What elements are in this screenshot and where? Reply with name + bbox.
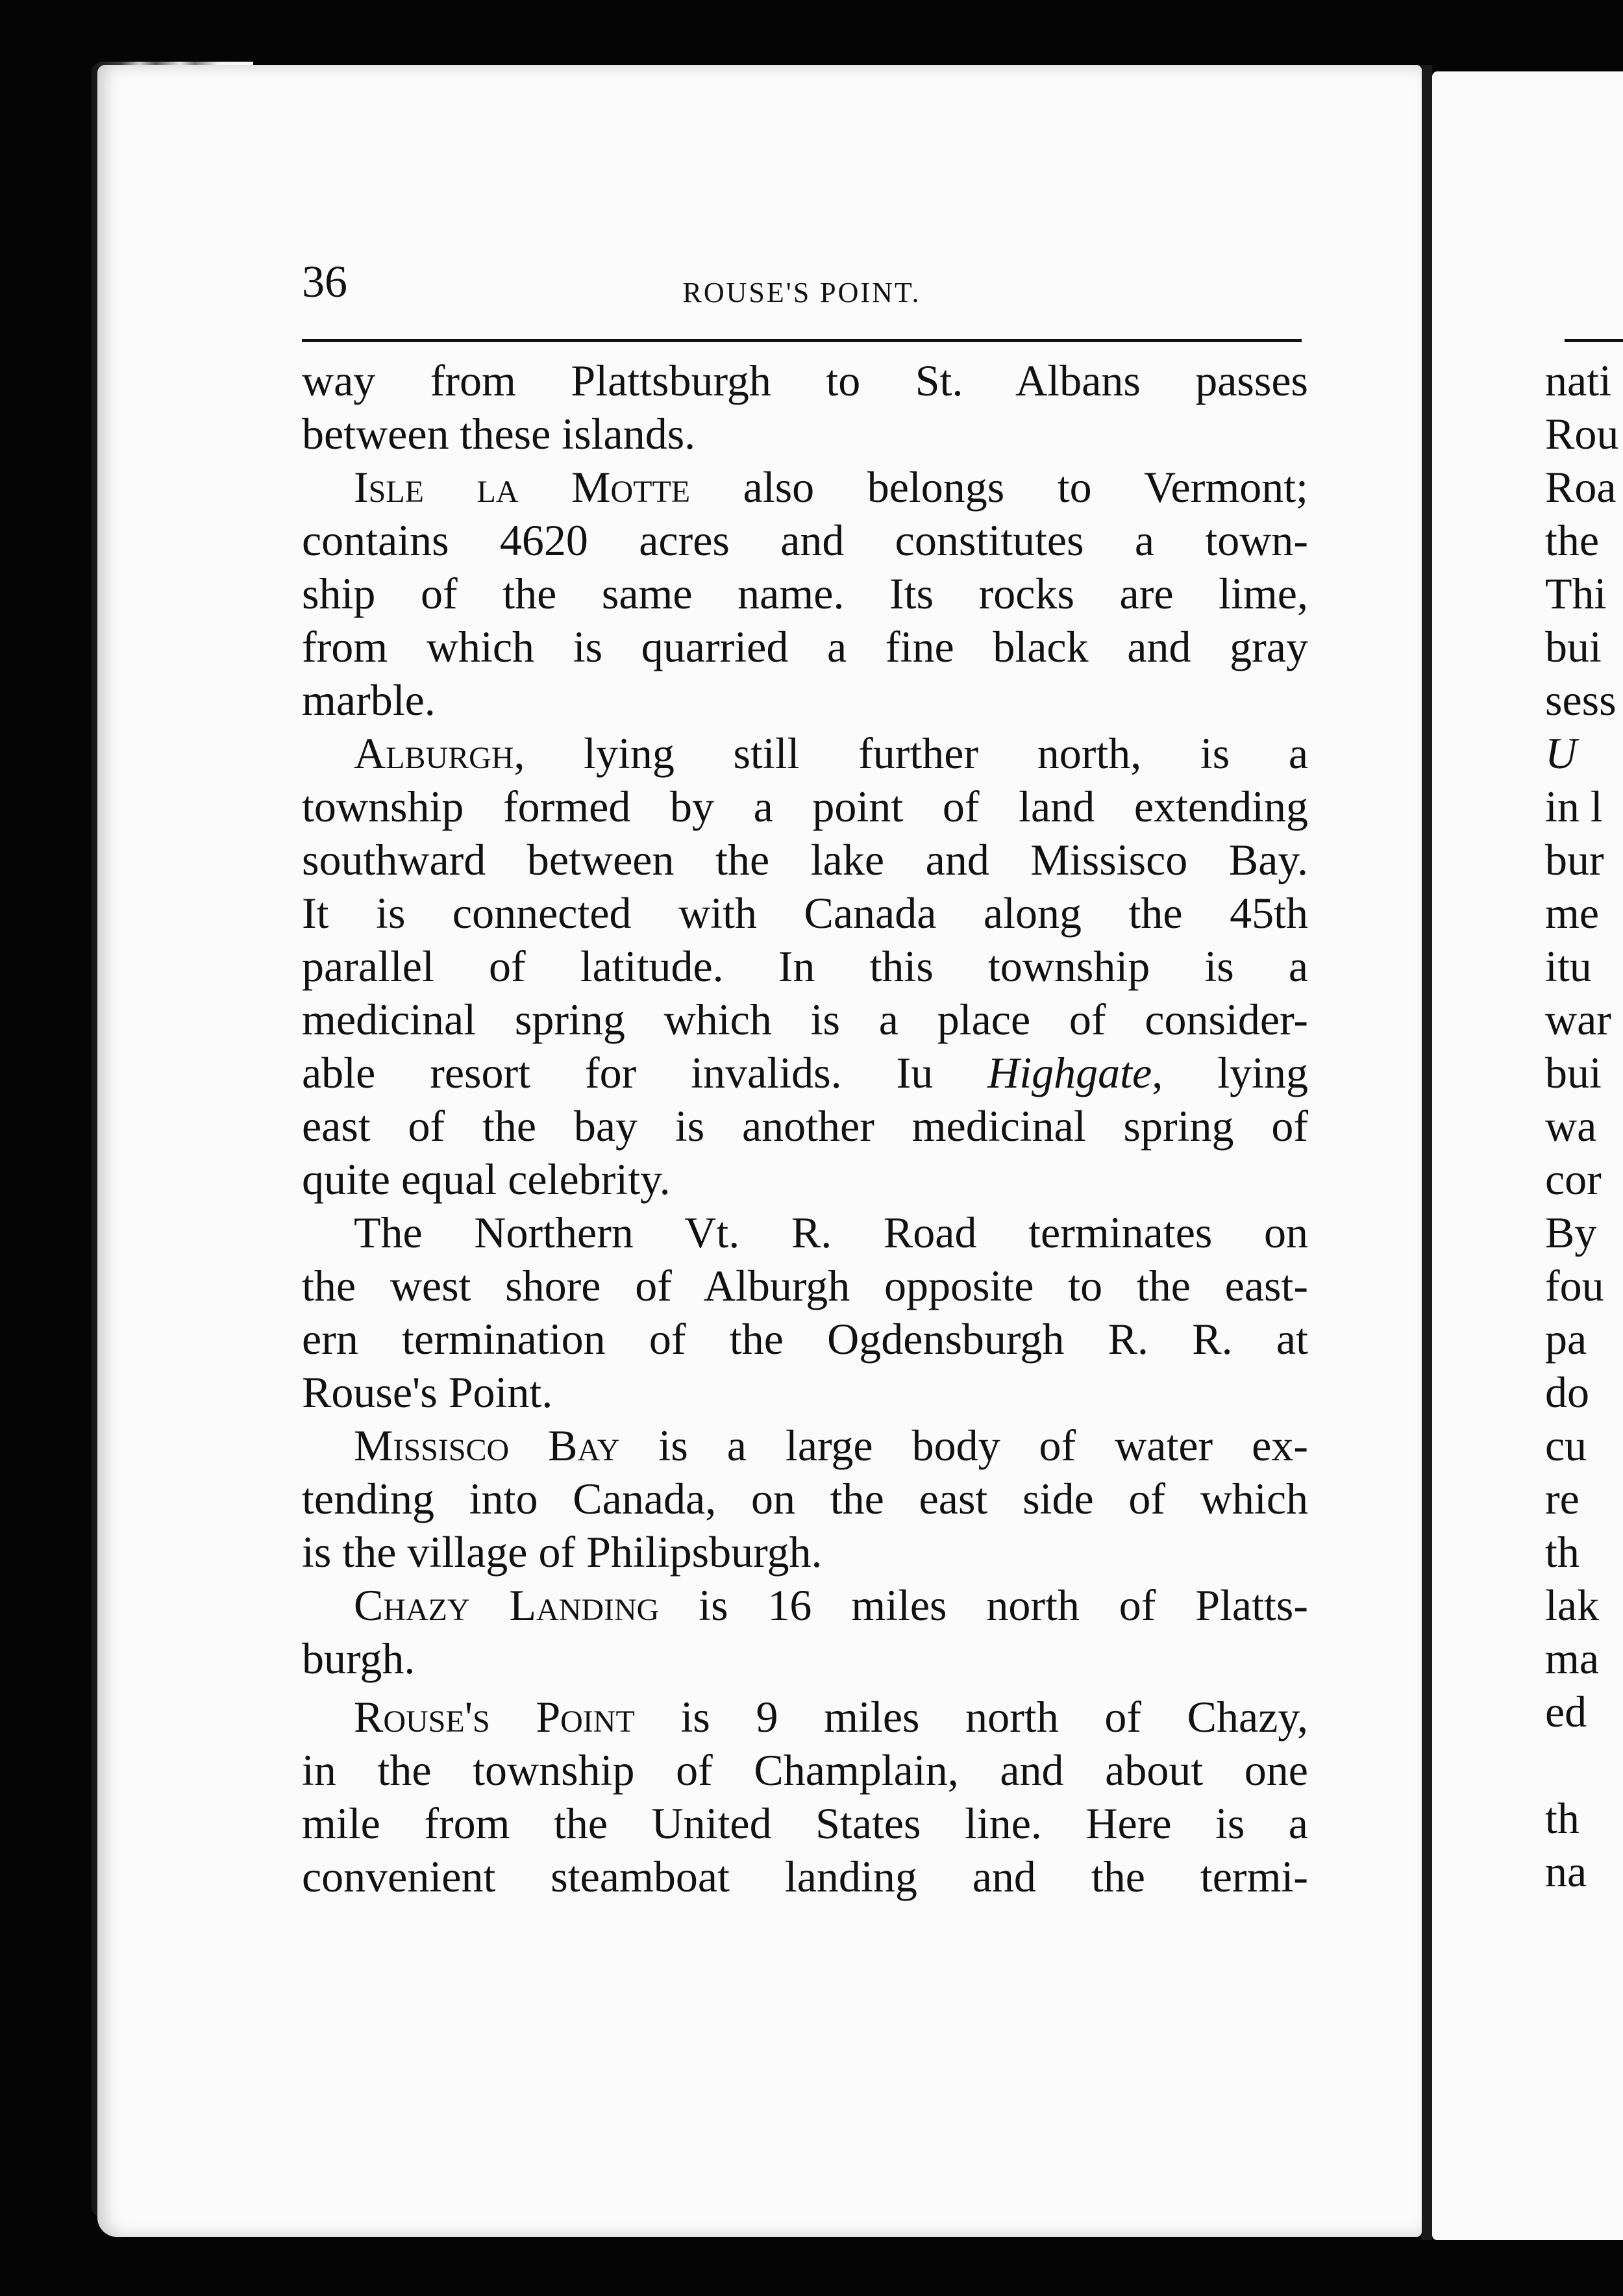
term-rouses-point: Rouse's Point [354,1692,635,1741]
fragment: bui [1545,1048,1602,1097]
fragment: fou [1545,1261,1604,1310]
term-highgate: Highgate [987,1048,1152,1097]
term-alburgh: Alburgh [354,729,514,778]
facing-page-text [1545,354,1623,1898]
text-line: Missisco Bay is a large body of water ex- [354,1421,1308,1470]
term-isle-la-motte: Isle la Motte [354,462,691,512]
fragment: na [1545,1847,1587,1896]
text-line: southward between the lake and Missisco Bay. [302,835,1308,884]
text-line: marble. [302,675,436,725]
text-line: ship of the same name. Its rocks are lime, [302,569,1308,618]
fragment: do [1545,1367,1589,1417]
page-body [302,354,1308,1903]
text-line: convenient steamboat landing and the termi- [302,1852,1308,1901]
fragment [1545,1738,1623,1791]
text-line: Rouse's Point. [302,1367,553,1417]
fragment: bur [1545,835,1604,884]
facing-page-rule [1565,339,1623,342]
text-line: medicinal spring which is a place of consider- [302,995,1308,1044]
text-line: quite equal celebrity. [302,1154,671,1204]
text-line: Alburgh, lying still further north, is a [354,729,1308,778]
text-line: between these islands. [302,409,696,458]
text-line: township formed by a point of land extending [302,782,1308,831]
fragment: Roa [1545,462,1617,512]
text-line: It is connected with Canada along the 45th [302,888,1308,938]
fragment: Thi [1545,569,1607,618]
fragment: bui [1545,622,1602,671]
text-line: able resort for invalids. Iu Highgate, lying [302,1048,1308,1097]
text-line: ern termination of the Ogdensburgh R. R. at [302,1314,1308,1364]
fragment: pa [1545,1314,1587,1364]
fragment: th [1545,1793,1580,1843]
text-line: contains 4620 acres and constitutes a town- [302,516,1308,565]
fragment: re [1545,1474,1580,1523]
fragment: th [1545,1527,1580,1577]
text-line: the west shore of Alburgh opposite to the east- [302,1261,1308,1310]
text-line: Isle la Motte also belongs to Vermont; [354,462,1309,512]
running-head: ROUSE'S POINT. [682,277,921,308]
fragment: nati [1545,356,1611,405]
fragment: Rou [1545,409,1619,458]
fragment: the [1545,516,1600,565]
fragment: itu [1545,942,1592,991]
fragment: wa [1545,1101,1597,1151]
page-number: 36 [302,257,347,307]
header-rule [302,339,1302,342]
text-line: is the village of Philipsburgh. [302,1527,823,1577]
text-line: tending into Canada, on the east side of which [302,1474,1308,1523]
fragment: ma [1545,1634,1600,1683]
text-line: from which is quarried a fine black and gray [302,622,1308,671]
term-chazy-landing: Chazy Landing [354,1580,660,1630]
fragment: in l [1545,782,1603,831]
text-line: in the township of Champlain, and about one [302,1745,1308,1795]
text-line: parallel of latitude. In this township is a [302,942,1308,991]
term-missisco-bay: Missisco Bay [354,1421,620,1470]
fragment: U [1545,729,1578,778]
page-gutter [1422,65,1432,2240]
text-line: Chazy Landing is 16 miles north of Platts- [354,1580,1308,1630]
fragment: war [1545,995,1611,1044]
fragment: lak [1545,1580,1600,1630]
text-line: Rouse's Point is 9 miles north of Chazy, [354,1692,1308,1741]
fragment: cor [1545,1154,1602,1204]
text-line: The Northern Vt. R. Road terminates on [354,1208,1308,1257]
text-line: mile from the United States line. Here is a [302,1799,1308,1848]
fragment: me [1545,888,1600,938]
page-header [302,256,1302,321]
fragment: ed [1545,1687,1587,1736]
text-line: way from Plattsburgh to St. Albans passes [302,356,1308,405]
text-line: east of the bay is another medicinal spring of [302,1101,1308,1151]
text-line: burgh. [302,1634,415,1683]
fragment: cu [1545,1421,1587,1470]
fragment: sess [1545,675,1617,725]
fragment: By [1545,1208,1597,1257]
